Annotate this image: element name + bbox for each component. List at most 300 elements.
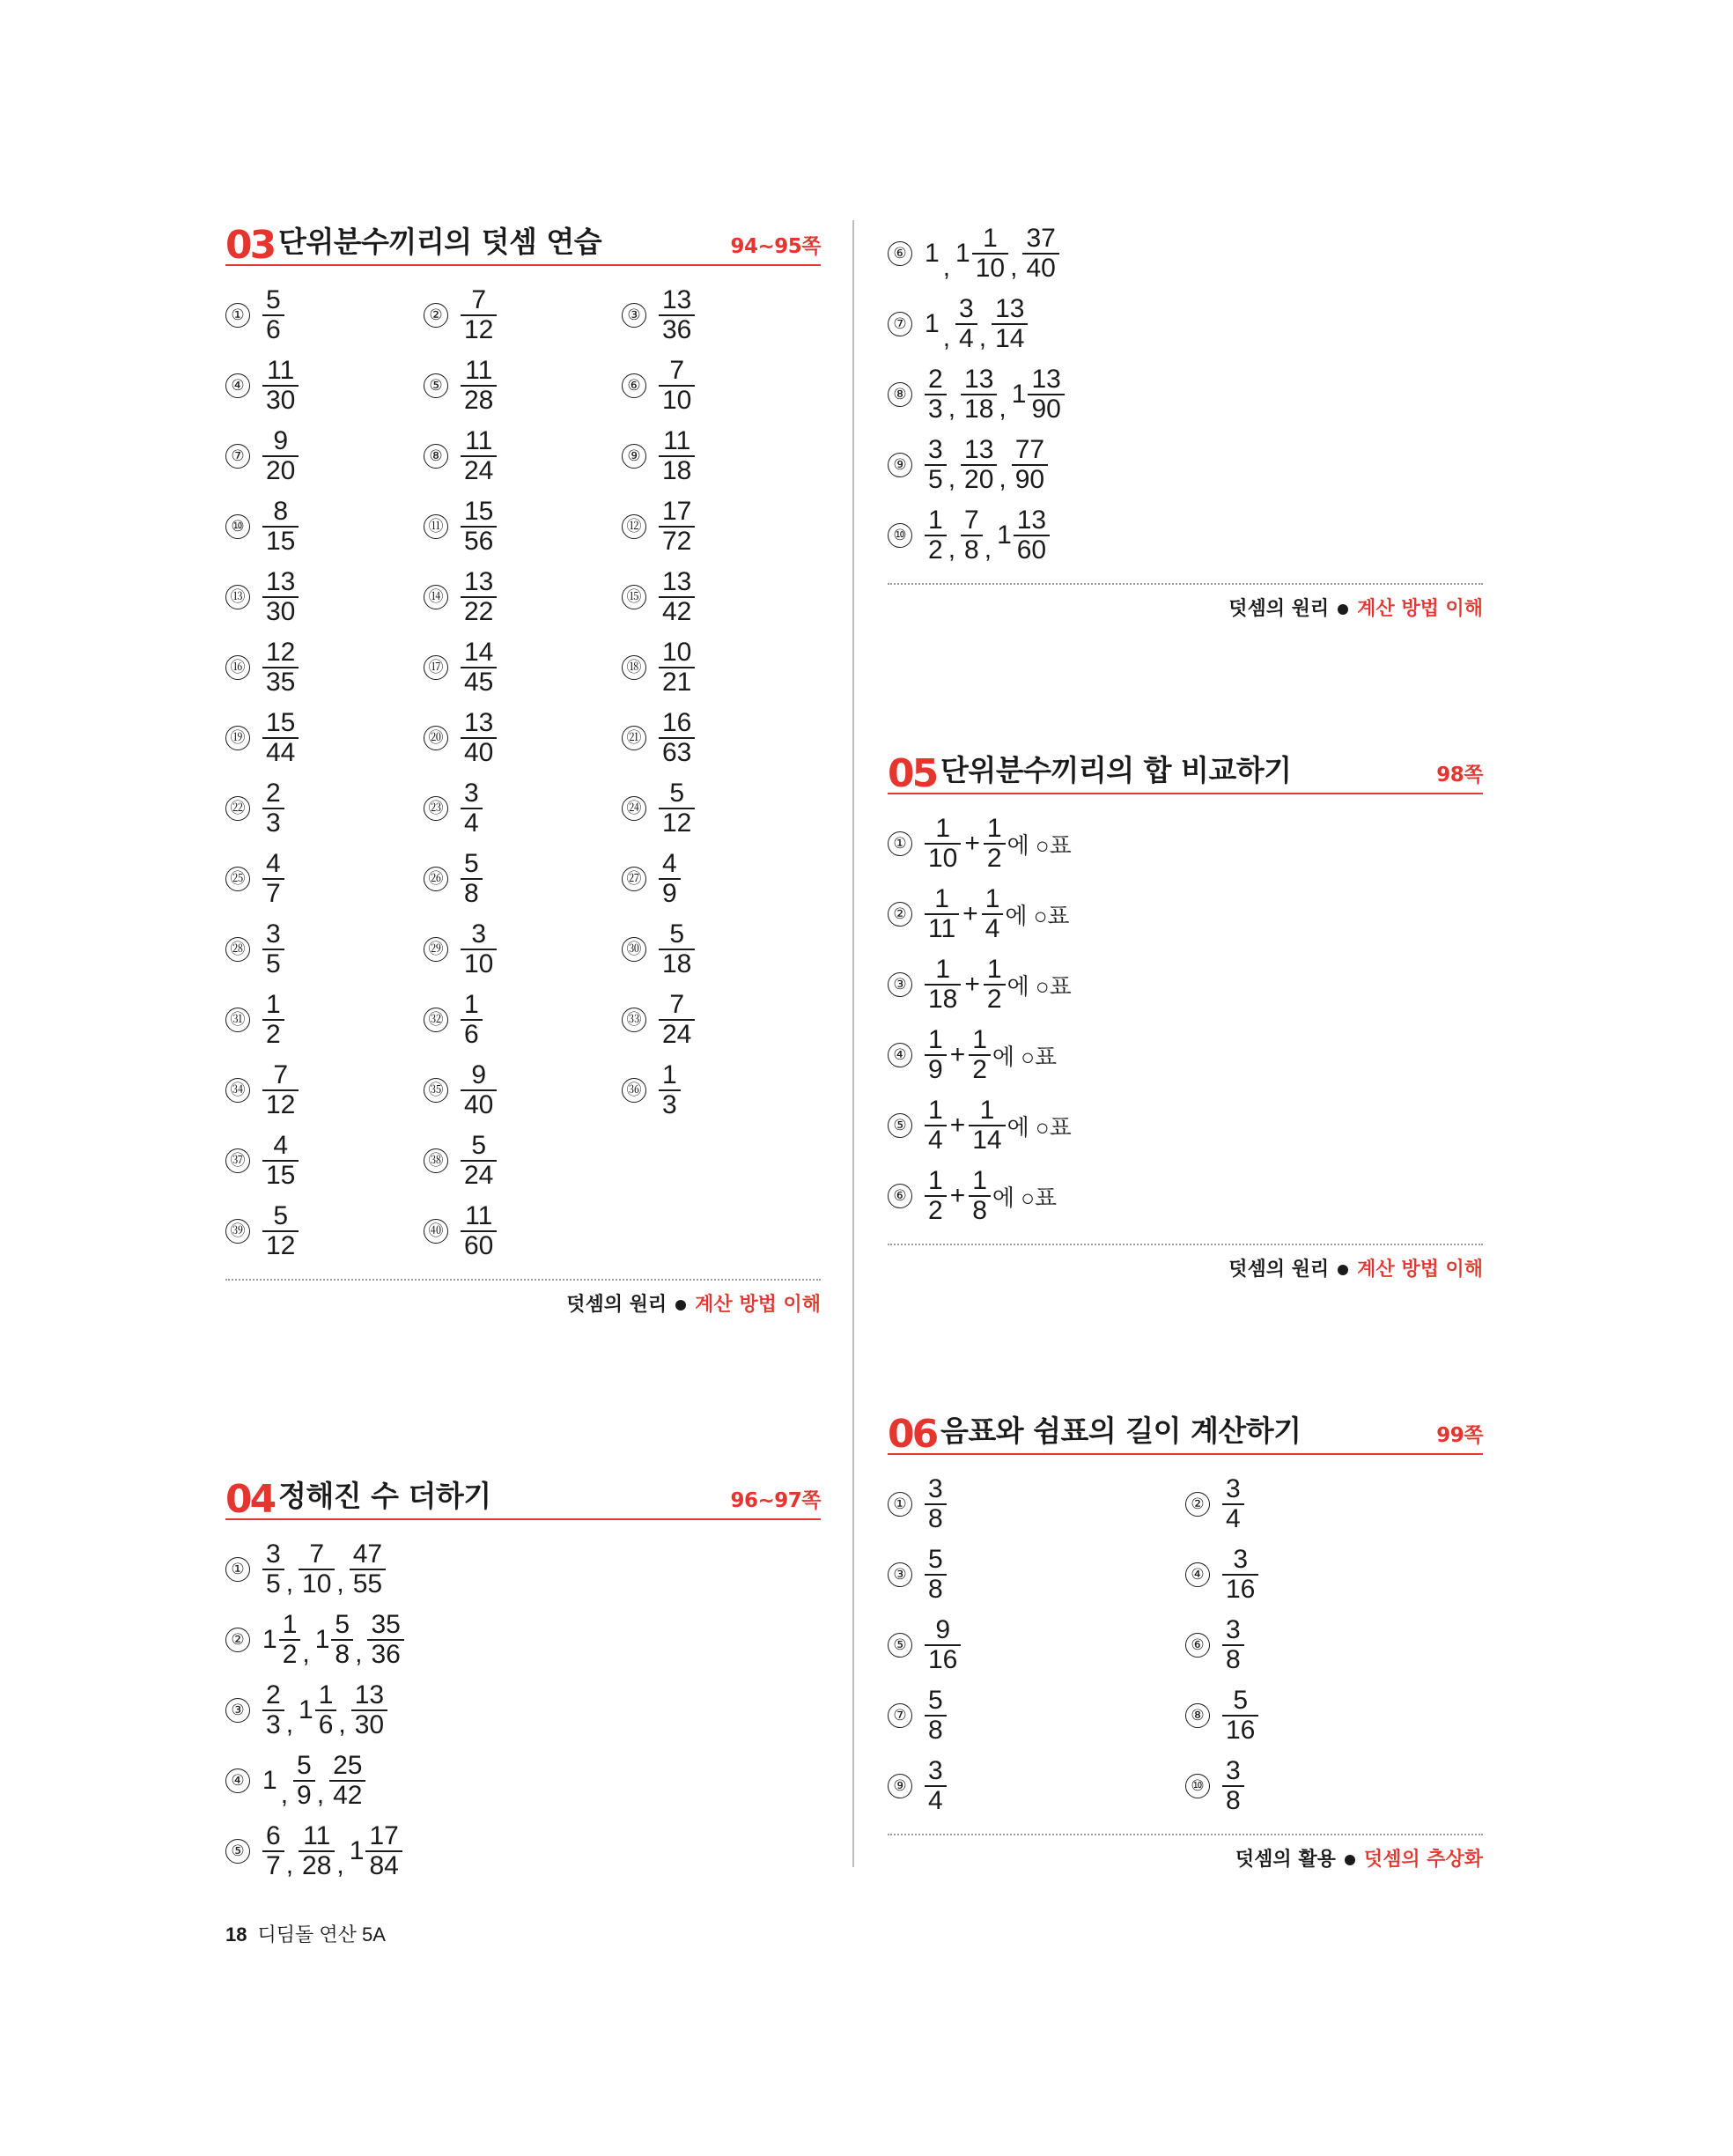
answer-values xyxy=(659,427,695,485)
item-number: ⑧ xyxy=(1185,1703,1210,1728)
fraction xyxy=(279,1611,301,1669)
numerator: 3 xyxy=(1226,1756,1241,1785)
fraction xyxy=(367,1611,403,1669)
fraction xyxy=(1022,225,1058,283)
footer-skill: 계산 방법 이해 xyxy=(695,1294,821,1316)
fraction xyxy=(1028,365,1064,424)
footer-topic: 덧셈의 원리 xyxy=(566,1294,667,1316)
answer-item xyxy=(424,280,622,351)
fraction xyxy=(955,295,977,353)
fraction xyxy=(461,1202,497,1260)
item-number: ㉙ xyxy=(424,937,448,962)
denominator: 15 xyxy=(262,526,299,556)
item-number: ⑨ xyxy=(622,444,646,469)
fraction xyxy=(969,1167,991,1225)
answer-values xyxy=(925,1757,947,1815)
numerator: 2 xyxy=(266,1680,281,1709)
denominator: 72 xyxy=(659,526,695,556)
numerator: 1 xyxy=(318,1680,334,1709)
answer-values xyxy=(262,779,284,838)
item-number: ④ xyxy=(225,1768,250,1793)
answer-values xyxy=(1222,1546,1258,1604)
comma: , xyxy=(336,1569,344,1598)
answer-item xyxy=(622,421,821,491)
numerator: 37 xyxy=(1026,224,1056,253)
numerator: 5 xyxy=(297,1751,312,1780)
fraction xyxy=(262,709,299,767)
numerator: 2 xyxy=(928,365,943,394)
denominator: 8 xyxy=(925,1574,947,1604)
answer-item xyxy=(225,1126,424,1196)
numerator: 13 xyxy=(354,1680,385,1709)
numerator: 13 xyxy=(266,567,296,596)
fraction xyxy=(925,1096,947,1155)
fraction xyxy=(262,1061,299,1119)
numerator: 13 xyxy=(662,567,692,596)
fraction xyxy=(1012,436,1048,494)
fraction xyxy=(925,1757,947,1815)
denominator: 10 xyxy=(461,949,497,978)
item-number: ⑥ xyxy=(1185,1633,1210,1658)
item-number: ㉝ xyxy=(622,1008,646,1032)
denominator: 4 xyxy=(925,1785,947,1815)
item-number: ⑰ xyxy=(424,655,448,680)
answer-item xyxy=(225,985,424,1055)
denominator: 8 xyxy=(925,1503,947,1533)
fraction xyxy=(262,1681,284,1739)
answer-item xyxy=(622,703,821,773)
fraction xyxy=(331,1611,353,1669)
fraction xyxy=(262,639,299,697)
answer-values xyxy=(925,225,1059,283)
answer-values xyxy=(925,295,1028,353)
numerator: 11 xyxy=(465,1201,493,1230)
answer-item xyxy=(424,1196,622,1266)
answer-values xyxy=(659,920,695,978)
fraction xyxy=(1014,506,1050,565)
answer-item xyxy=(888,808,1483,879)
fraction xyxy=(925,1026,947,1084)
numerator: 9 xyxy=(273,426,289,455)
denominator: 56 xyxy=(461,526,497,556)
numerator: 11 xyxy=(465,426,493,455)
item-number: ⑨ xyxy=(888,453,912,477)
answer-values xyxy=(461,498,497,556)
denominator: 7 xyxy=(262,1850,284,1880)
item-number: ⑯ xyxy=(225,655,250,680)
item-number: ㉔ xyxy=(622,796,646,821)
answer-list xyxy=(888,218,1483,571)
section-pages: 94~95쪽 xyxy=(730,235,821,258)
numerator: 3 xyxy=(266,1539,281,1569)
answer-item xyxy=(622,914,821,985)
numerator: 11 xyxy=(303,1821,331,1850)
denominator: 60 xyxy=(1014,535,1050,565)
fraction xyxy=(961,506,983,565)
denominator: 21 xyxy=(659,667,695,697)
item-number: ㉞ xyxy=(225,1078,250,1103)
answer-values xyxy=(659,991,695,1049)
denominator: 2 xyxy=(262,1019,284,1049)
answer-item xyxy=(622,844,821,914)
fraction xyxy=(659,779,695,838)
answer-values xyxy=(262,1611,404,1669)
answer-values xyxy=(925,1687,947,1745)
numerator: 4 xyxy=(266,849,281,878)
fraction xyxy=(1222,1475,1244,1533)
comma: , xyxy=(978,323,987,352)
denominator: 40 xyxy=(461,1089,497,1119)
denominator: 45 xyxy=(461,667,497,697)
item-number: ㊱ xyxy=(622,1078,646,1103)
comma: , xyxy=(999,394,1007,423)
numerator: 77 xyxy=(1014,435,1045,464)
fraction xyxy=(925,885,959,943)
answer-item xyxy=(225,703,424,773)
comma: , xyxy=(948,535,956,564)
comma: , xyxy=(948,394,956,423)
denominator: 4 xyxy=(955,323,977,353)
denominator: 9 xyxy=(659,878,681,908)
fraction xyxy=(262,1202,299,1260)
fraction xyxy=(925,1167,947,1225)
denominator: 8 xyxy=(969,1195,991,1225)
fraction xyxy=(299,1822,335,1880)
whole-number: 1 xyxy=(1011,380,1027,409)
answer-values xyxy=(925,1546,947,1604)
numerator: 7 xyxy=(964,506,979,535)
answer-values xyxy=(262,1681,387,1739)
comma: , xyxy=(942,253,951,282)
answer-item xyxy=(225,351,424,421)
denominator: 55 xyxy=(350,1569,386,1599)
answer-item xyxy=(888,1680,1185,1751)
plus-sign: + xyxy=(964,970,980,999)
fraction xyxy=(262,427,299,485)
numerator: 1 xyxy=(928,1096,943,1125)
answer-item xyxy=(622,632,821,703)
denominator: 28 xyxy=(461,385,497,415)
denominator: 11 xyxy=(925,913,959,943)
numerator: 2 xyxy=(266,779,281,808)
denominator: 12 xyxy=(659,808,695,838)
fraction xyxy=(262,1132,299,1190)
denominator: 40 xyxy=(461,737,497,767)
answer-item xyxy=(888,500,1483,571)
answer-item xyxy=(225,1534,821,1605)
numerator: 15 xyxy=(266,708,296,737)
item-number: ④ xyxy=(225,373,250,398)
fraction xyxy=(984,956,1006,1014)
item-number: ⑦ xyxy=(225,444,250,469)
numerator: 1 xyxy=(928,506,943,535)
denominator: 4 xyxy=(925,1125,947,1155)
answer-item xyxy=(424,1126,622,1196)
numerator: 1 xyxy=(972,1025,987,1054)
footer-skill: 계산 방법 이해 xyxy=(1357,1259,1483,1281)
answer-values xyxy=(262,427,299,485)
denominator: 90 xyxy=(1012,464,1048,494)
page-footer xyxy=(225,1920,386,1947)
numerator: 13 xyxy=(964,365,994,394)
numerator: 4 xyxy=(662,849,677,878)
denominator: 30 xyxy=(351,1709,387,1739)
denominator: 2 xyxy=(925,535,947,565)
denominator: 44 xyxy=(262,737,299,767)
fraction xyxy=(299,1540,335,1599)
answer-values xyxy=(1222,1475,1244,1533)
fraction xyxy=(262,850,284,908)
fraction xyxy=(461,920,497,978)
answer-item xyxy=(622,562,821,632)
numerator: 5 xyxy=(928,1686,943,1715)
denominator: 18 xyxy=(961,394,997,424)
fraction xyxy=(461,498,497,556)
item-number: ② xyxy=(225,1628,250,1652)
item-number: ⑥ xyxy=(622,373,646,398)
answer-item xyxy=(622,280,821,351)
denominator: 6 xyxy=(315,1709,337,1739)
comma: , xyxy=(338,1709,346,1739)
numerator: 5 xyxy=(1233,1686,1249,1715)
numerator: 3 xyxy=(1226,1474,1241,1503)
fraction xyxy=(262,779,284,838)
answer-list xyxy=(888,808,1483,1231)
denominator: 16 xyxy=(1222,1574,1258,1604)
fraction xyxy=(1222,1616,1244,1674)
fraction xyxy=(982,885,1004,943)
numerator: 16 xyxy=(662,708,692,737)
numerator: 17 xyxy=(662,497,692,526)
answer-values xyxy=(461,1061,497,1119)
answer-item xyxy=(225,562,424,632)
fraction xyxy=(461,639,497,697)
answer-item xyxy=(424,914,622,985)
answer-values xyxy=(461,1202,497,1260)
denominator: 5 xyxy=(262,949,284,978)
answer-item xyxy=(424,985,622,1055)
denominator: 8 xyxy=(331,1639,353,1669)
comma: , xyxy=(336,1850,344,1879)
denominator: 12 xyxy=(461,314,497,344)
numerator: 13 xyxy=(995,294,1025,323)
fraction xyxy=(659,709,695,767)
denominator: 4 xyxy=(982,913,1004,943)
denominator: 28 xyxy=(299,1850,335,1880)
bullet-icon xyxy=(1338,604,1348,615)
numerator: 5 xyxy=(669,779,685,808)
answer-values xyxy=(461,427,497,485)
answer-item xyxy=(888,430,1483,500)
answer-item xyxy=(225,1675,821,1746)
answer-item xyxy=(888,289,1483,359)
item-number: ㉘ xyxy=(225,937,250,962)
answer-item xyxy=(888,1161,1483,1231)
fraction xyxy=(262,1822,284,1880)
answer-values xyxy=(659,779,695,838)
section-footer xyxy=(888,583,1483,621)
answer-values xyxy=(1222,1757,1244,1815)
numerator: 3 xyxy=(959,294,974,323)
comma: , xyxy=(942,323,951,352)
answer-values xyxy=(925,365,1065,424)
answer-values xyxy=(461,568,497,626)
item-number: ② xyxy=(1185,1492,1210,1517)
answer-values xyxy=(262,1202,299,1260)
whole-number: 1 xyxy=(925,239,940,268)
numerator: 8 xyxy=(273,497,289,526)
answer-item xyxy=(1185,1610,1483,1680)
denominator: 84 xyxy=(365,1850,402,1880)
denominator: 40 xyxy=(1022,253,1058,283)
answer-values xyxy=(461,850,483,908)
fraction xyxy=(925,1546,947,1604)
item-number: ⑤ xyxy=(888,1633,912,1658)
numerator: 1 xyxy=(984,884,1000,913)
numerator: 1 xyxy=(464,990,479,1019)
fraction xyxy=(659,286,695,344)
numerator: 1 xyxy=(983,224,998,253)
denominator: 42 xyxy=(659,596,695,626)
item-number: ⑩ xyxy=(225,514,250,539)
item-number: ⑫ xyxy=(622,514,646,539)
item-number: ① xyxy=(888,831,912,856)
fraction xyxy=(365,1822,402,1880)
answer-item xyxy=(888,218,1483,289)
item-number: ① xyxy=(888,1492,912,1517)
numerator: 1 xyxy=(979,1096,995,1125)
numerator: 1 xyxy=(662,1060,677,1089)
whole-number: 1 xyxy=(349,1836,365,1865)
fraction xyxy=(992,295,1028,353)
fraction xyxy=(461,568,497,626)
circle-mark-note: 에 ○표 xyxy=(1007,831,1072,859)
denominator: 4 xyxy=(461,808,483,838)
denominator: 10 xyxy=(299,1569,335,1599)
denominator: 18 xyxy=(659,949,695,978)
section-05 xyxy=(888,747,1483,1281)
answer-item xyxy=(888,1610,1185,1680)
comma: , xyxy=(316,1780,325,1809)
numerator: 3 xyxy=(1233,1545,1249,1574)
denominator: 24 xyxy=(461,455,497,485)
denominator: 8 xyxy=(961,535,983,565)
fraction xyxy=(984,815,1006,873)
answer-item xyxy=(424,421,622,491)
denominator: 15 xyxy=(262,1160,299,1190)
item-number: ⑥ xyxy=(888,1184,912,1208)
denominator: 16 xyxy=(1222,1715,1258,1745)
answer-values xyxy=(262,920,284,978)
fraction xyxy=(659,498,695,556)
answer-item xyxy=(888,1020,1483,1090)
section-03-header xyxy=(225,218,821,266)
fraction xyxy=(262,568,299,626)
numerator: 3 xyxy=(471,919,487,949)
section-title: 단위분수끼리의 덧셈 연습 xyxy=(278,225,602,259)
denominator: 63 xyxy=(659,737,695,767)
answer-values xyxy=(262,709,299,767)
numerator: 5 xyxy=(464,849,479,878)
item-number: ㉗ xyxy=(622,867,646,891)
whole-number: 1 xyxy=(314,1625,330,1654)
fraction xyxy=(461,850,483,908)
answer-values xyxy=(262,1752,365,1810)
fraction xyxy=(1222,1687,1258,1745)
numerator: 5 xyxy=(669,919,685,949)
comma: , xyxy=(999,464,1007,493)
fraction xyxy=(262,498,299,556)
denominator: 18 xyxy=(659,455,695,485)
circle-mark-note: 에 ○표 xyxy=(992,1184,1058,1211)
numerator: 1 xyxy=(986,814,1002,843)
section-pages: 99쪽 xyxy=(1436,1424,1483,1447)
item-number: ⑲ xyxy=(225,726,250,750)
fraction xyxy=(461,1132,497,1190)
answer-list xyxy=(225,1534,821,1886)
plus-sign: + xyxy=(964,829,980,858)
denominator: 7 xyxy=(262,878,284,908)
item-number: ③ xyxy=(888,1562,912,1587)
answer-item xyxy=(888,1539,1185,1610)
whole-number: 1 xyxy=(955,239,970,268)
answer-values xyxy=(659,568,695,626)
fraction xyxy=(461,286,497,344)
answer-values xyxy=(659,709,695,767)
denominator: 30 xyxy=(262,385,299,415)
whole-number: 1 xyxy=(262,1766,277,1795)
answer-values xyxy=(461,639,497,697)
section-number: 03 xyxy=(225,223,275,268)
answer-values xyxy=(659,639,695,697)
footer-topic: 덧셈의 원리 xyxy=(1228,1259,1330,1281)
answer-item xyxy=(225,1055,424,1126)
numerator: 5 xyxy=(335,1610,350,1639)
answer-values xyxy=(461,920,497,978)
section-pages: 96~97쪽 xyxy=(730,1489,821,1512)
numerator: 1 xyxy=(282,1610,298,1639)
answer-grid xyxy=(888,1469,1483,1821)
item-number: ⑧ xyxy=(424,444,448,469)
bullet-icon xyxy=(1345,1855,1355,1865)
item-number: ⑤ xyxy=(888,1113,912,1138)
answer-grid xyxy=(225,280,821,1266)
numerator: 3 xyxy=(1226,1615,1241,1644)
numerator: 9 xyxy=(471,1060,487,1089)
numerator: 1 xyxy=(266,990,281,1019)
denominator: 2 xyxy=(279,1639,301,1669)
numerator: 3 xyxy=(266,919,281,949)
item-number: ㊴ xyxy=(225,1219,250,1244)
answer-item xyxy=(622,1055,821,1126)
circle-mark-note: 에 ○표 xyxy=(1005,902,1070,929)
fraction xyxy=(315,1681,337,1739)
fraction xyxy=(461,991,483,1049)
answer-item xyxy=(424,773,622,844)
denominator: 9 xyxy=(925,1054,947,1084)
answer-values xyxy=(262,639,299,697)
fraction xyxy=(925,815,961,873)
answer-values xyxy=(659,286,695,344)
numerator: 3 xyxy=(928,1756,943,1785)
fraction xyxy=(659,639,695,697)
answer-empty xyxy=(622,1126,821,1196)
answer-values xyxy=(262,568,299,626)
fraction xyxy=(925,956,961,1014)
fraction xyxy=(262,920,284,978)
page-number: 18 xyxy=(225,1923,247,1946)
denominator: 8 xyxy=(1222,1644,1244,1674)
